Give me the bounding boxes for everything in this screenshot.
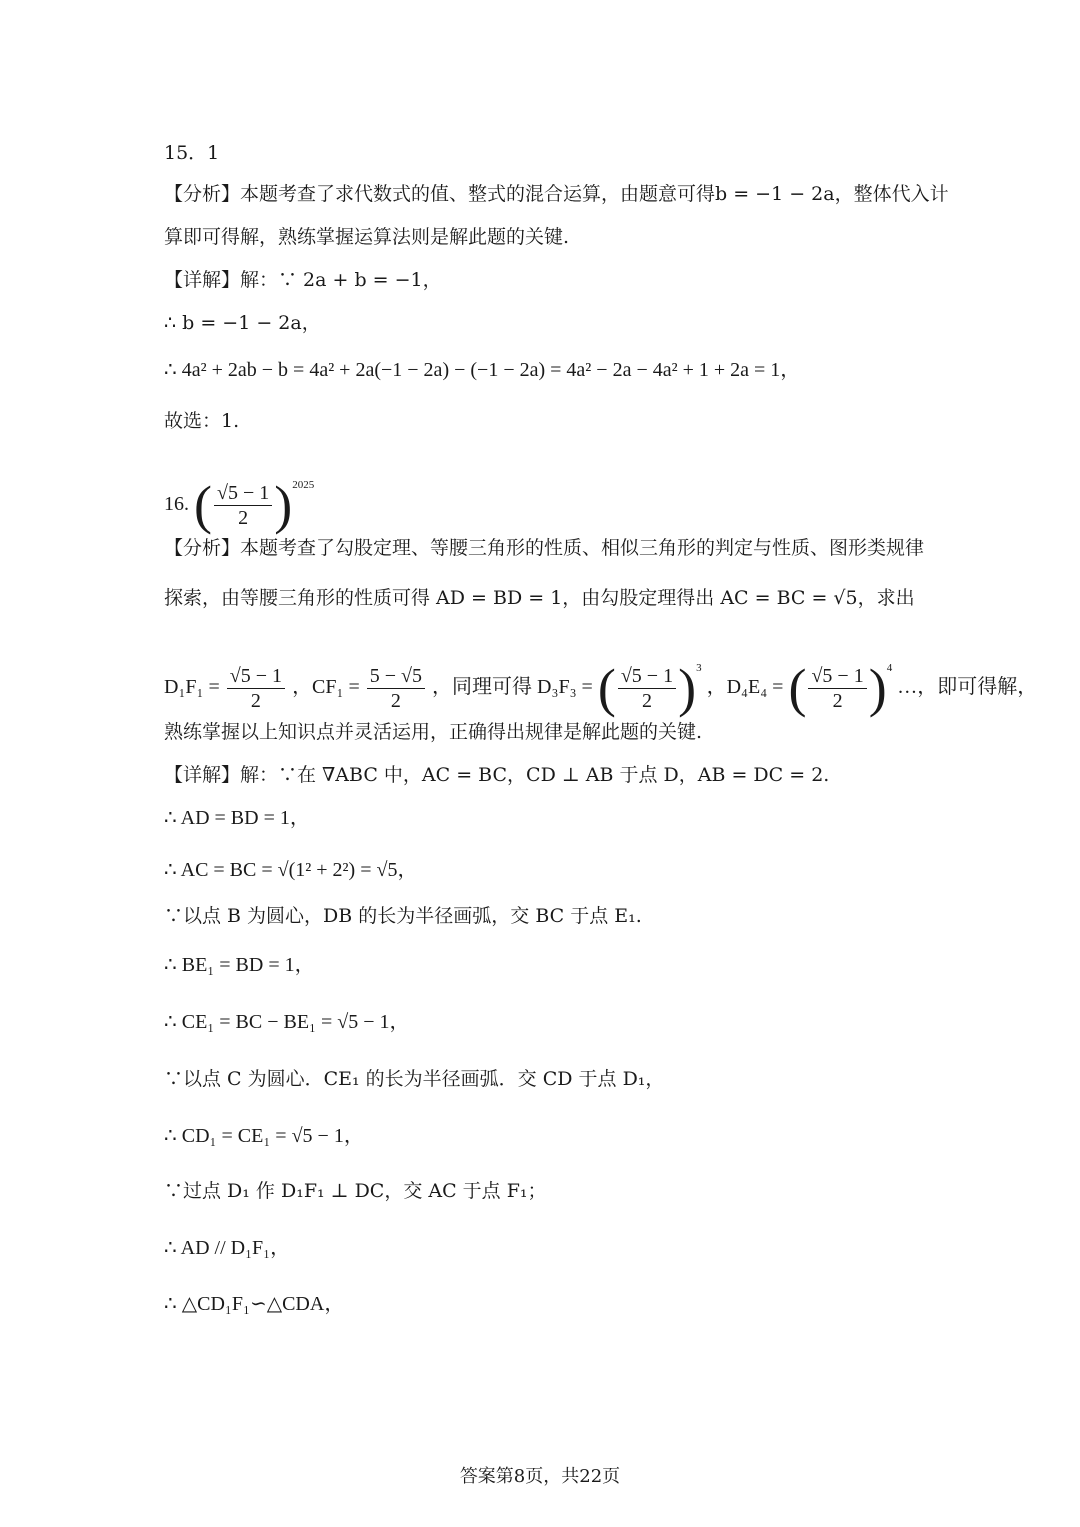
d4e4-label: ，D₄E₄ = [706, 676, 784, 698]
answer-fraction [214, 481, 272, 530]
q16-step: ∴ BE₁ = BD = 1， [164, 954, 315, 976]
q16-analysis-line-2: 探索，由等腰三角形的性质可得 AD = BD = 1，由勾股定理得出 AC = BC = √5，求出 [164, 587, 915, 609]
q16-step: ∴ AD // D₁F₁， [164, 1237, 291, 1259]
cf1-denominator: 2 [390, 689, 401, 712]
q16-step: ∴ AD = BD = 1， [164, 807, 310, 829]
q15-conclusion: 故选：1. [164, 410, 240, 432]
right-paren: ) [868, 658, 887, 719]
q16-step: ∴ △CD₁F₁∽△CDA， [164, 1293, 345, 1315]
d3f3-denominator: 2 [641, 689, 652, 712]
q15-analysis-line-2: 算即可得解，熟练掌握运算法则是解此题的关键. [164, 226, 570, 248]
q16-label: 16. [164, 493, 189, 515]
q15-detail-line-2: ∴ b = −1 − 2a， [164, 312, 321, 334]
q16-analysis-line-1: 【分析】本题考查了勾股定理、等腰三角形的性质、相似三角形的判定与性质、图形类规律 [164, 537, 925, 559]
d3f3-exponent: 3 [696, 662, 702, 674]
q16-step: 【详解】解：∵在 ∇ABC 中，AC = BC，CD ⊥ AB 于点 D，AB = DC = 2. [164, 764, 830, 786]
d1f1-denominator: 2 [250, 689, 261, 712]
d1f1-label: D₁F₁ = [164, 676, 220, 698]
analysis-tail: …，即可得解， [897, 676, 1038, 698]
cf1-numerator: 5 − √5 [367, 664, 425, 689]
page-footer: 答案第8页，共22页 [459, 1466, 621, 1487]
q16-analysis-line-3 [164, 636, 1038, 719]
right-paren: ) [274, 475, 293, 536]
cf1-fraction [367, 664, 425, 713]
left-paren: ( [597, 658, 616, 719]
q16-step: ∴ CD₁ = CE₁ = √5 − 1， [164, 1125, 364, 1147]
q16-analysis-line-4: 熟练掌握以上知识点并灵活运用，正确得出规律是解此题的关键. [164, 721, 703, 743]
d4e4-numerator: √5 − 1 [808, 664, 866, 689]
left-paren: ( [194, 475, 212, 536]
d3f3-fraction [618, 664, 676, 713]
left-paren: ( [788, 658, 807, 719]
d4e4-fraction [808, 664, 866, 713]
q16-step: ∵过点 D₁ 作 D₁F₁ ⊥ DC，交 AC 于点 F₁； [164, 1180, 547, 1202]
d1f1-fraction [227, 664, 285, 713]
q15-analysis-line-1: 【分析】本题考查了求代数式的值、整式的混合运算，由题意可得b = −1 − 2a，整体代入计 [164, 183, 949, 205]
q16-step: ∵以点 B 为圆心，DB 的长为半径画弧，交 BC 于点 E₁. [164, 905, 642, 927]
d3f3-numerator: √5 − 1 [618, 664, 676, 689]
answer-exponent: 2025 [292, 479, 315, 491]
q16-answer [164, 450, 930, 539]
q15-detail-line-1: 【详解】解：∵ 2a + b = −1， [164, 269, 442, 291]
d4e4-denominator: 2 [832, 689, 843, 712]
q16-step: ∵以点 C 为圆心．CE₁ 的长为半径画弧．交 CD 于点 D₁， [164, 1068, 665, 1090]
q15-heading: 15．1 [164, 142, 220, 164]
q16-step: ∴ AC = BC = √(1² + 2²) = √5， [164, 859, 418, 881]
answer-numerator: √5 − 1 [214, 481, 272, 506]
right-paren: ) [678, 658, 697, 719]
q15-detail-line-3: ∴ 4a² + 2ab − b = 4a² + 2a(−1 − 2a) − (−1 − 2a) = 4a² − 2a − 4a² + 1 + 2a = 1， [164, 359, 801, 381]
d1f1-numerator: √5 − 1 [227, 664, 285, 689]
d3f3-label: ，同理可得 D₃F₃ = [432, 676, 593, 698]
d4e4-exponent: 4 [886, 662, 893, 674]
q16-step: ∴ CE₁ = BC − BE₁ = √5 − 1， [164, 1011, 410, 1033]
cf1-label: ，CF₁ = [292, 676, 360, 698]
answer-denominator: 2 [238, 506, 249, 529]
